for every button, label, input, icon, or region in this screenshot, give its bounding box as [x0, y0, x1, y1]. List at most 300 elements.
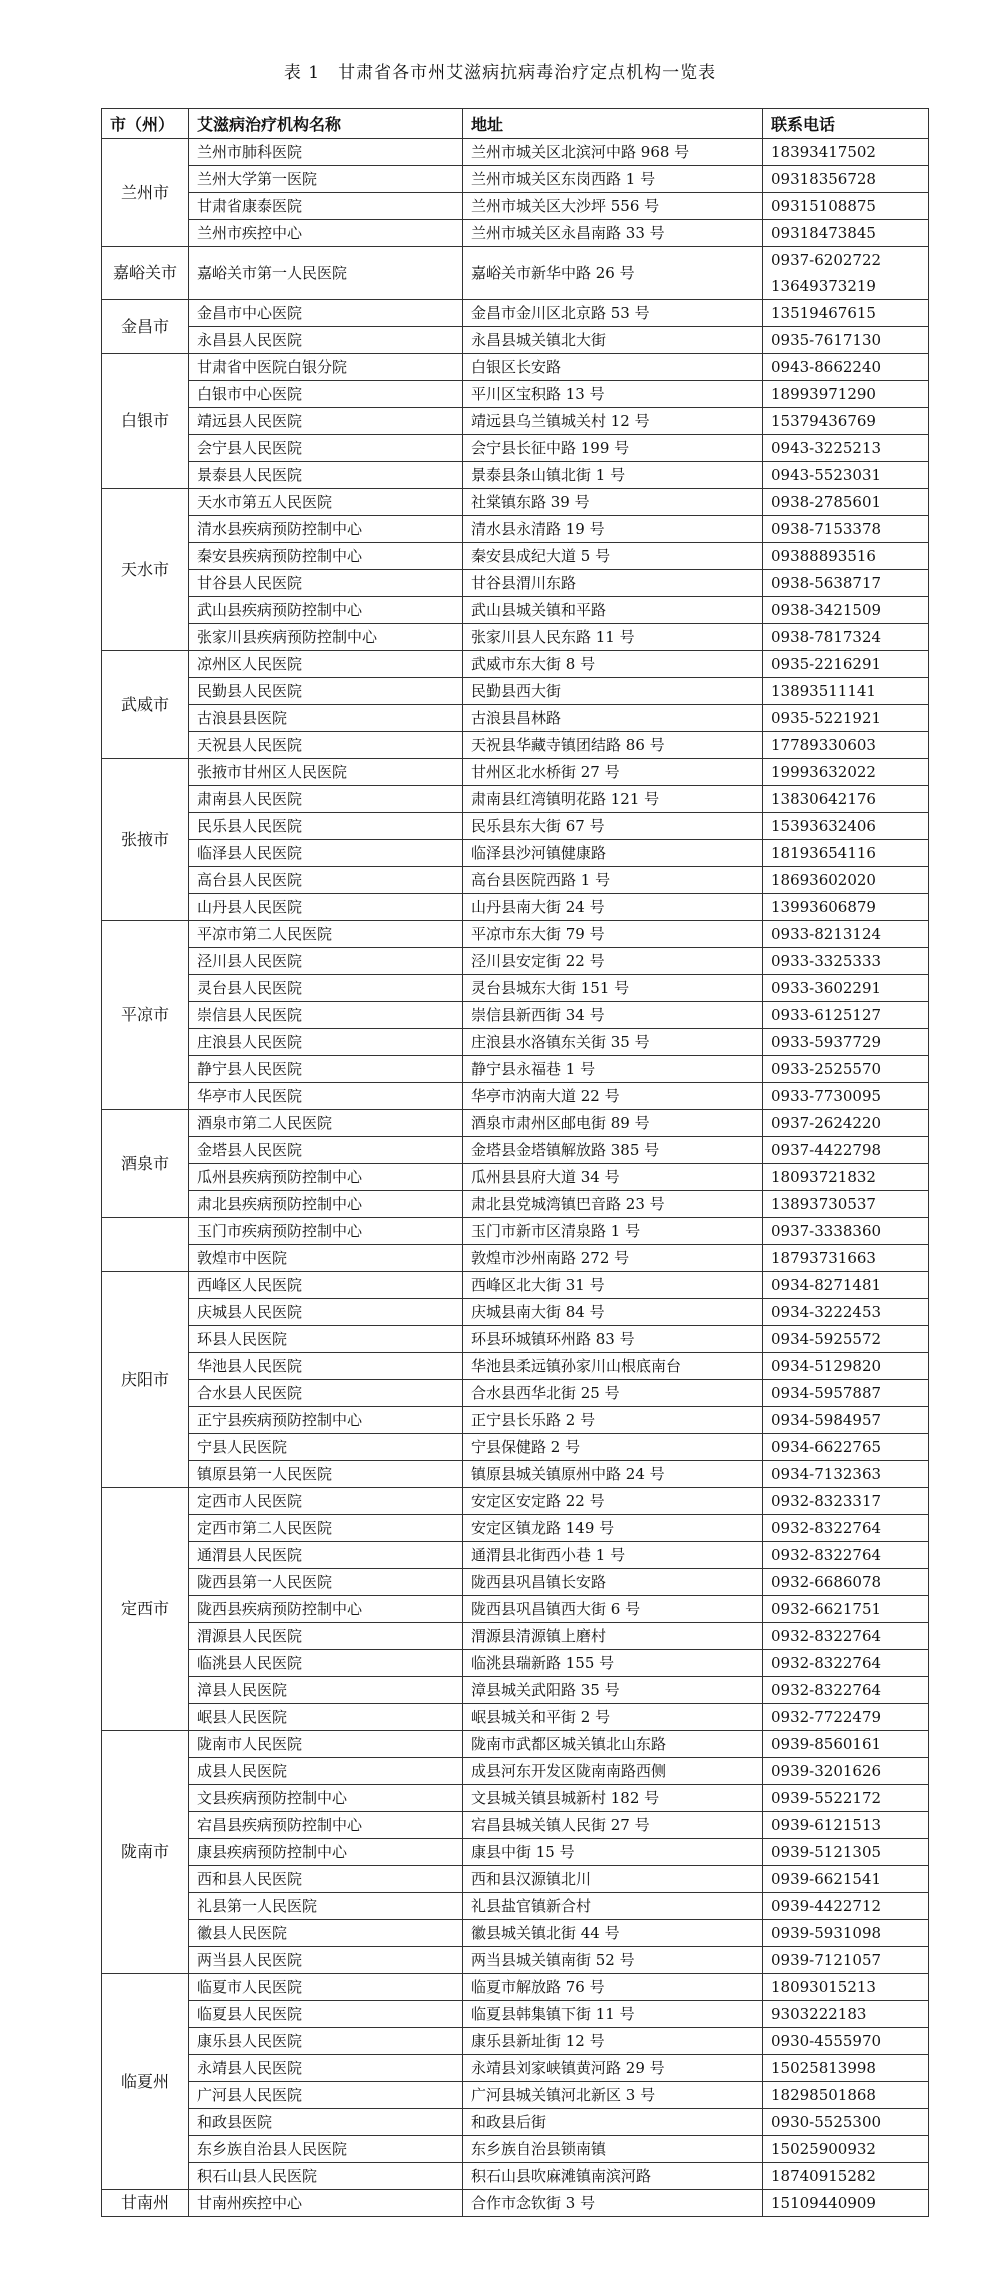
address-cell: 张家川县人民东路 11 号	[463, 624, 763, 651]
table-row	[102, 651, 929, 678]
phone-primary: 0937-6202722	[771, 251, 882, 269]
city-cell: 武威市	[102, 651, 189, 759]
city-cell: 酒泉市	[102, 1110, 189, 1218]
phone-cell: 19993632022	[763, 759, 929, 786]
institution-cell: 肃南县人民医院	[189, 786, 463, 813]
institution-cell: 康县疾病预防控制中心	[189, 1839, 463, 1866]
institution-cell: 镇原县第一人民医院	[189, 1461, 463, 1488]
table-row	[102, 2055, 929, 2082]
phone-cell: 0932-8322764	[763, 1650, 929, 1677]
table-row	[102, 948, 929, 975]
city-cell: 金昌市	[102, 300, 189, 354]
institution-cell: 永昌县人民医院	[189, 327, 463, 354]
phone-cell: 0932-8323317	[763, 1488, 929, 1515]
table-row	[102, 597, 929, 624]
institution-cell: 岷县人民医院	[189, 1704, 463, 1731]
table-row	[102, 1569, 929, 1596]
table-row	[102, 2028, 929, 2055]
institution-cell: 康乐县人民医院	[189, 2028, 463, 2055]
header-city: 市（州）	[102, 109, 189, 139]
phone-cell: 9303222183	[763, 2001, 929, 2028]
phone-cell: 18093015213	[763, 1974, 929, 2001]
phone-cell: 0939-5522172	[763, 1785, 929, 1812]
institution-cell: 景泰县人民医院	[189, 462, 463, 489]
table-row	[102, 1029, 929, 1056]
table-row	[102, 139, 929, 166]
institution-cell: 张家川县疾病预防控制中心	[189, 624, 463, 651]
address-cell: 武威市东大街 8 号	[463, 651, 763, 678]
phone-cell: 13830642176	[763, 786, 929, 813]
institution-cell: 文县疾病预防控制中心	[189, 1785, 463, 1812]
phone-cell: 13893511141	[763, 678, 929, 705]
table-row	[102, 1596, 929, 1623]
address-cell: 漳县城关武阳路 35 号	[463, 1677, 763, 1704]
city-cell: 兰州市	[102, 139, 189, 247]
table-row	[102, 220, 929, 247]
institution-cell: 甘肃省康泰医院	[189, 193, 463, 220]
table-row	[102, 1110, 929, 1137]
address-cell: 庄浪县水洛镇东关街 35 号	[463, 1029, 763, 1056]
institution-cell: 天祝县人民医院	[189, 732, 463, 759]
phone-cell: 18993971290	[763, 381, 929, 408]
city-cell: 平凉市	[102, 921, 189, 1110]
phone-cell: 18393417502	[763, 139, 929, 166]
institution-cell: 庆城县人民医院	[189, 1299, 463, 1326]
phone-cell: 13893730537	[763, 1191, 929, 1218]
institution-cell: 山丹县人民医院	[189, 894, 463, 921]
address-cell: 兰州市城关区北滨河中路 968 号	[463, 139, 763, 166]
table-body	[102, 139, 929, 2217]
address-cell: 兰州市城关区东岗西路 1 号	[463, 166, 763, 193]
table-row	[102, 247, 929, 300]
phone-cell: 0930-5525300	[763, 2109, 929, 2136]
address-cell: 玉门市新市区清泉路 1 号	[463, 1218, 763, 1245]
institution-cell: 环县人民医院	[189, 1326, 463, 1353]
institution-cell: 两当县人民医院	[189, 1947, 463, 1974]
table-row	[102, 1083, 929, 1110]
address-cell: 通渭县北街西小巷 1 号	[463, 1542, 763, 1569]
institution-cell: 成县人民医院	[189, 1758, 463, 1785]
institution-cell: 通渭县人民医院	[189, 1542, 463, 1569]
address-cell: 岷县城关和平街 2 号	[463, 1704, 763, 1731]
institution-cell: 和政县医院	[189, 2109, 463, 2136]
phone-cell: 0934-7132363	[763, 1461, 929, 1488]
table-row	[102, 2163, 929, 2190]
phone-cell: 0943-3225213	[763, 435, 929, 462]
table-row	[102, 1488, 929, 1515]
address-cell: 陇西县巩昌镇西大街 6 号	[463, 1596, 763, 1623]
table-row	[102, 1461, 929, 1488]
city-cell	[102, 1218, 189, 1272]
phone-cell: 0938-7817324	[763, 624, 929, 651]
institution-cell: 民乐县人民医院	[189, 813, 463, 840]
phone-cell: 0939-8560161	[763, 1731, 929, 1758]
header-institution: 艾滋病治疗机构名称	[189, 109, 463, 139]
address-cell: 秦安县成纪大道 5 号	[463, 543, 763, 570]
table-row	[102, 2001, 929, 2028]
address-cell: 古浪县昌林路	[463, 705, 763, 732]
institution-cell: 高台县人民医院	[189, 867, 463, 894]
institution-cell: 广河县人民医院	[189, 2082, 463, 2109]
phone-cell: 09388893516	[763, 543, 929, 570]
table-row	[102, 1056, 929, 1083]
address-cell: 两当县城关镇南街 52 号	[463, 1947, 763, 1974]
phone-cell: 09318356728	[763, 166, 929, 193]
institution-cell: 临夏市人民医院	[189, 1974, 463, 2001]
institution-cell: 天水市第五人民医院	[189, 489, 463, 516]
table-row	[102, 1218, 929, 1245]
phone-cell: 0934-5984957	[763, 1407, 929, 1434]
address-cell: 镇原县城关镇原州中路 24 号	[463, 1461, 763, 1488]
table-row	[102, 678, 929, 705]
table-row	[102, 2082, 929, 2109]
table-row	[102, 166, 929, 193]
address-cell: 成县河东开发区陇南南路西侧	[463, 1758, 763, 1785]
address-cell: 民乐县东大街 67 号	[463, 813, 763, 840]
institution-cell: 甘肃省中医院白银分院	[189, 354, 463, 381]
institution-cell: 金塔县人民医院	[189, 1137, 463, 1164]
institution-cell: 兰州市疾控中心	[189, 220, 463, 247]
table-row	[102, 1866, 929, 1893]
header-phone: 联系电话	[763, 109, 929, 139]
table-row	[102, 813, 929, 840]
address-cell: 西和县汉源镇北川	[463, 1866, 763, 1893]
address-cell: 宁县保健路 2 号	[463, 1434, 763, 1461]
address-cell: 高台县医院西路 1 号	[463, 867, 763, 894]
institution-cell: 靖远县人民医院	[189, 408, 463, 435]
address-cell: 东乡族自治县锁南镇	[463, 2136, 763, 2163]
city-cell: 白银市	[102, 354, 189, 489]
address-cell: 宕昌县城关镇人民街 27 号	[463, 1812, 763, 1839]
phone-cell: 0939-6121513	[763, 1812, 929, 1839]
phone-cell: 18093721832	[763, 1164, 929, 1191]
institution-cell: 会宁县人民医院	[189, 435, 463, 462]
phone-cell: 0943-8662240	[763, 354, 929, 381]
table-row	[102, 1812, 929, 1839]
institution-cell: 民勤县人民医院	[189, 678, 463, 705]
phone-cell: 0934-6622765	[763, 1434, 929, 1461]
institution-cell: 庄浪县人民医院	[189, 1029, 463, 1056]
address-cell: 泾川县安定街 22 号	[463, 948, 763, 975]
city-cell: 庆阳市	[102, 1272, 189, 1488]
address-cell: 康县中街 15 号	[463, 1839, 763, 1866]
institution-cell: 静宁县人民医院	[189, 1056, 463, 1083]
address-cell: 正宁县长乐路 2 号	[463, 1407, 763, 1434]
address-cell: 瓜州县县府大道 34 号	[463, 1164, 763, 1191]
treatment-institutions-table	[101, 108, 929, 2217]
phone-cell: 0938-3421509	[763, 597, 929, 624]
institution-cell: 清水县疾病预防控制中心	[189, 516, 463, 543]
phone-cell: 0933-3325333	[763, 948, 929, 975]
table-row	[102, 1650, 929, 1677]
institution-cell: 陇南市人民医院	[189, 1731, 463, 1758]
institution-cell: 临洮县人民医院	[189, 1650, 463, 1677]
institution-cell: 嘉峪关市第一人民医院	[189, 247, 463, 300]
phone-cell: 0933-8213124	[763, 921, 929, 948]
address-cell: 永昌县城关镇北大街	[463, 327, 763, 354]
phone-cell: 0938-2785601	[763, 489, 929, 516]
address-cell: 社棠镇东路 39 号	[463, 489, 763, 516]
address-cell: 西峰区北大街 31 号	[463, 1272, 763, 1299]
institution-cell: 泾川县人民医院	[189, 948, 463, 975]
phone-cell: 13993606879	[763, 894, 929, 921]
address-cell: 武山县城关镇和平路	[463, 597, 763, 624]
phone-cell: 0939-3201626	[763, 1758, 929, 1785]
address-cell: 合水县西华北街 25 号	[463, 1380, 763, 1407]
phone-cell: 0933-6125127	[763, 1002, 929, 1029]
table-row	[102, 624, 929, 651]
table-row	[102, 1353, 929, 1380]
address-cell: 清水县永清路 19 号	[463, 516, 763, 543]
phone-cell: 0935-7617130	[763, 327, 929, 354]
address-cell: 静宁县永福巷 1 号	[463, 1056, 763, 1083]
institution-cell: 临泽县人民医院	[189, 840, 463, 867]
table-row	[102, 1164, 929, 1191]
phone-cell: 0935-2216291	[763, 651, 929, 678]
institution-cell: 陇西县疾病预防控制中心	[189, 1596, 463, 1623]
address-cell: 甘州区北水桥街 27 号	[463, 759, 763, 786]
phone-cell: 18793731663	[763, 1245, 929, 1272]
institution-cell: 金昌市中心医院	[189, 300, 463, 327]
phone-cell: 0943-5523031	[763, 462, 929, 489]
table-row	[102, 867, 929, 894]
address-cell: 白银区长安路	[463, 354, 763, 381]
address-cell: 肃南县红湾镇明花路 121 号	[463, 786, 763, 813]
phone-cell: 09315108875	[763, 193, 929, 220]
institution-cell: 兰州大学第一医院	[189, 166, 463, 193]
phone-cell: 0939-5931098	[763, 1920, 929, 1947]
phone-cell: 15025813998	[763, 2055, 929, 2082]
table-row	[102, 975, 929, 1002]
phone-cell: 15025900932	[763, 2136, 929, 2163]
table-row	[102, 1137, 929, 1164]
table-row	[102, 1002, 929, 1029]
phone-cell: 0933-3602291	[763, 975, 929, 1002]
address-cell: 平川区宝积路 13 号	[463, 381, 763, 408]
address-cell: 山丹县南大街 24 号	[463, 894, 763, 921]
address-cell: 崇信县新西街 34 号	[463, 1002, 763, 1029]
phone-cell: 0932-8322764	[763, 1542, 929, 1569]
phone-cell: 0939-6621541	[763, 1866, 929, 1893]
institution-cell: 凉州区人民医院	[189, 651, 463, 678]
table-row	[102, 840, 929, 867]
institution-cell: 礼县第一人民医院	[189, 1893, 463, 1920]
address-cell: 景泰县条山镇北街 1 号	[463, 462, 763, 489]
institution-cell: 敦煌市中医院	[189, 1245, 463, 1272]
phone-cell: 0933-5937729	[763, 1029, 929, 1056]
phone-cell: 18740915282	[763, 2163, 929, 2190]
institution-cell: 酒泉市第二人民医院	[189, 1110, 463, 1137]
phone-cell: 18298501868	[763, 2082, 929, 2109]
institution-cell: 白银市中心医院	[189, 381, 463, 408]
table-row	[102, 921, 929, 948]
address-cell: 环县环城镇环州路 83 号	[463, 1326, 763, 1353]
table-row	[102, 327, 929, 354]
institution-cell: 华亭市人民医院	[189, 1083, 463, 1110]
address-cell: 华池县柔远镇孙家川山根底南台	[463, 1353, 763, 1380]
table-row	[102, 1380, 929, 1407]
table-row	[102, 1677, 929, 1704]
institution-cell: 古浪县县医院	[189, 705, 463, 732]
table-row	[102, 543, 929, 570]
table-row	[102, 1758, 929, 1785]
table-row	[102, 2136, 929, 2163]
phone-secondary: 13649373219	[771, 277, 876, 295]
institution-cell: 玉门市疾病预防控制中心	[189, 1218, 463, 1245]
address-cell: 金塔县金塔镇解放路 385 号	[463, 1137, 763, 1164]
table-row	[102, 1326, 929, 1353]
institution-cell: 定西市人民医院	[189, 1488, 463, 1515]
address-cell: 徽县城关镇北街 44 号	[463, 1920, 763, 1947]
address-cell: 积石山县吹麻滩镇南滨河路	[463, 2163, 763, 2190]
institution-cell: 定西市第二人民医院	[189, 1515, 463, 1542]
address-cell: 灵台县城东大街 151 号	[463, 975, 763, 1002]
phone-cell: 0930-4555970	[763, 2028, 929, 2055]
address-cell: 平凉市东大街 79 号	[463, 921, 763, 948]
phone-cell: 13519467615	[763, 300, 929, 327]
address-cell: 临夏县韩集镇下街 11 号	[463, 2001, 763, 2028]
institution-cell: 秦安县疾病预防控制中心	[189, 543, 463, 570]
institution-cell: 华池县人民医院	[189, 1353, 463, 1380]
address-cell: 甘谷县渭川东路	[463, 570, 763, 597]
table-row	[102, 1704, 929, 1731]
institution-cell: 东乡族自治县人民医院	[189, 2136, 463, 2163]
table-row	[102, 1731, 929, 1758]
institution-cell: 徽县人民医院	[189, 1920, 463, 1947]
table-row	[102, 300, 929, 327]
city-cell: 天水市	[102, 489, 189, 651]
table-row	[102, 759, 929, 786]
table-row	[102, 1893, 929, 1920]
table-row	[102, 1839, 929, 1866]
institution-cell: 平凉市第二人民医院	[189, 921, 463, 948]
institution-cell: 西峰区人民医院	[189, 1272, 463, 1299]
address-cell: 永靖县刘家峡镇黄河路 29 号	[463, 2055, 763, 2082]
institution-cell: 正宁县疾病预防控制中心	[189, 1407, 463, 1434]
table-row	[102, 435, 929, 462]
table-row	[102, 1191, 929, 1218]
phone-cell: 17789330603	[763, 732, 929, 759]
institution-cell: 合水县人民医院	[189, 1380, 463, 1407]
institution-cell: 陇西县第一人民医院	[189, 1569, 463, 1596]
table-row	[102, 381, 929, 408]
phone-cell: 0934-5129820	[763, 1353, 929, 1380]
address-cell: 会宁县长征中路 199 号	[463, 435, 763, 462]
city-cell: 陇南市	[102, 1731, 189, 1974]
table-row	[102, 462, 929, 489]
address-cell: 兰州市城关区永昌南路 33 号	[463, 220, 763, 247]
table-row	[102, 408, 929, 435]
table-row	[102, 2109, 929, 2136]
institution-cell: 张掖市甘州区人民医院	[189, 759, 463, 786]
table-row	[102, 732, 929, 759]
table-row	[102, 1785, 929, 1812]
city-cell: 嘉峪关市	[102, 247, 189, 300]
address-cell: 临夏市解放路 76 号	[463, 1974, 763, 2001]
table-row	[102, 705, 929, 732]
phone-cell: 18193654116	[763, 840, 929, 867]
table-row	[102, 570, 929, 597]
address-cell: 嘉峪关市新华中路 26 号	[463, 247, 763, 300]
address-cell: 民勤县西大街	[463, 678, 763, 705]
table-row	[102, 354, 929, 381]
city-cell: 张掖市	[102, 759, 189, 921]
phone-cell: 0937-2624220	[763, 1110, 929, 1137]
table-row	[102, 1434, 929, 1461]
phone-cell: 0937-4422798	[763, 1137, 929, 1164]
phone-cell: 0939-4422712	[763, 1893, 929, 1920]
address-cell: 陇西县巩昌镇长安路	[463, 1569, 763, 1596]
address-cell: 和政县后街	[463, 2109, 763, 2136]
table-row	[102, 1272, 929, 1299]
table-row	[102, 1974, 929, 2001]
address-cell: 安定区安定路 22 号	[463, 1488, 763, 1515]
institution-cell: 瓜州县疾病预防控制中心	[189, 1164, 463, 1191]
institution-cell: 渭源县人民医院	[189, 1623, 463, 1650]
header-row	[102, 109, 929, 139]
phone-cell: 0932-8322764	[763, 1515, 929, 1542]
institution-cell: 崇信县人民医院	[189, 1002, 463, 1029]
address-cell: 临洮县瑞新路 155 号	[463, 1650, 763, 1677]
institution-cell: 灵台县人民医院	[189, 975, 463, 1002]
institution-cell: 漳县人民医院	[189, 1677, 463, 1704]
phone-cell: 15393632406	[763, 813, 929, 840]
phone-cell: 0934-8271481	[763, 1272, 929, 1299]
table-row	[102, 1542, 929, 1569]
city-cell: 定西市	[102, 1488, 189, 1731]
city-cell: 甘南州	[102, 2190, 189, 2217]
phone-cell: 15379436769	[763, 408, 929, 435]
header-address: 地址	[463, 109, 763, 139]
table-row	[102, 1623, 929, 1650]
table-row	[102, 786, 929, 813]
institution-cell: 西和县人民医院	[189, 1866, 463, 1893]
address-cell: 兰州市城关区大沙坪 556 号	[463, 193, 763, 220]
phone-cell	[763, 247, 929, 300]
address-cell: 广河县城关镇河北新区 3 号	[463, 2082, 763, 2109]
institution-cell: 宕昌县疾病预防控制中心	[189, 1812, 463, 1839]
table-title: 表 1 甘肃省各市州艾滋病抗病毒治疗定点机构一览表	[283, 63, 717, 83]
table-row	[102, 516, 929, 543]
phone-cell: 0933-7730095	[763, 1083, 929, 1110]
phone-cell: 0932-6686078	[763, 1569, 929, 1596]
phone-cell: 0935-5221921	[763, 705, 929, 732]
institution-cell: 宁县人民医院	[189, 1434, 463, 1461]
address-cell: 华亭市汭南大道 22 号	[463, 1083, 763, 1110]
phone-cell: 0932-7722479	[763, 1704, 929, 1731]
address-cell: 酒泉市肃州区邮电街 89 号	[463, 1110, 763, 1137]
institution-cell: 武山县疾病预防控制中心	[189, 597, 463, 624]
address-cell: 肃北县党城湾镇巴音路 23 号	[463, 1191, 763, 1218]
phone-cell: 0937-3338360	[763, 1218, 929, 1245]
institution-cell: 肃北县疾病预防控制中心	[189, 1191, 463, 1218]
institution-cell: 甘南州疾控中心	[189, 2190, 463, 2217]
phone-cell: 18693602020	[763, 867, 929, 894]
phone-cell: 0938-7153378	[763, 516, 929, 543]
phone-cell: 0939-5121305	[763, 1839, 929, 1866]
address-cell: 渭源县清源镇上磨村	[463, 1623, 763, 1650]
institution-cell: 永靖县人民医院	[189, 2055, 463, 2082]
address-cell: 庆城县南大街 84 号	[463, 1299, 763, 1326]
phone-cell: 0932-8322764	[763, 1623, 929, 1650]
institution-cell: 兰州市肺科医院	[189, 139, 463, 166]
address-cell: 天祝县华藏寺镇团结路 86 号	[463, 732, 763, 759]
phone-cell: 0934-5925572	[763, 1326, 929, 1353]
phone-cell: 0933-2525570	[763, 1056, 929, 1083]
address-cell: 礼县盐官镇新合村	[463, 1893, 763, 1920]
table-row	[102, 1407, 929, 1434]
phone-cell: 0938-5638717	[763, 570, 929, 597]
